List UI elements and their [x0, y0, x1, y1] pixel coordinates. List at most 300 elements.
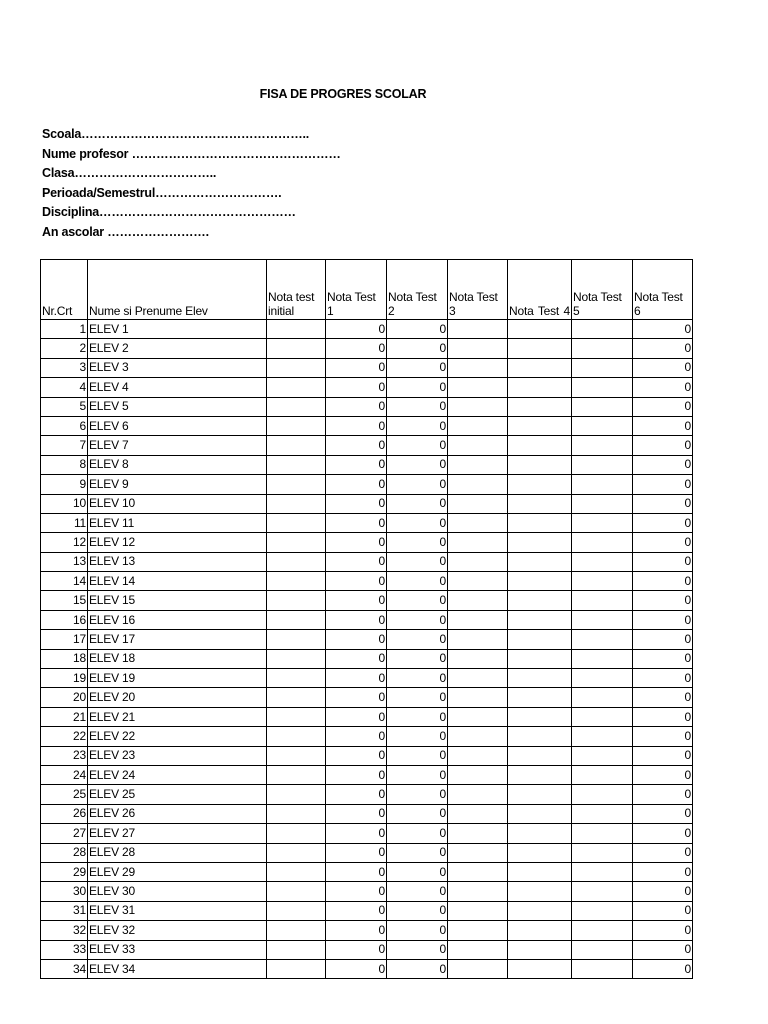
- cell-test-6: 0: [633, 591, 693, 610]
- cell-test-1: 0: [326, 513, 387, 532]
- cell-test-3: [448, 513, 508, 532]
- cell-test-3: [448, 475, 508, 494]
- cell-test-2: 0: [387, 475, 448, 494]
- cell-test-1: 0: [326, 707, 387, 726]
- cell-initial-test: [267, 940, 326, 959]
- cell-test-2: 0: [387, 397, 448, 416]
- cell-test-3: [448, 378, 508, 397]
- cell-test-4: [508, 688, 572, 707]
- info-line-period: Perioada/Semestrul………………………….: [42, 185, 282, 200]
- cell-test-3: [448, 436, 508, 455]
- cell-test-4: [508, 959, 572, 978]
- cell-test-6: 0: [633, 862, 693, 881]
- cell-test-6: 0: [633, 921, 693, 940]
- cell-test-2: 0: [387, 804, 448, 823]
- cell-student-name: ELEV 34: [88, 959, 267, 978]
- header-test-1: Nota Test 1: [326, 260, 387, 320]
- cell-student-name: ELEV 29: [88, 862, 267, 881]
- cell-test-5: [572, 669, 633, 688]
- cell-student-name: ELEV 10: [88, 494, 267, 513]
- info-line-class: Clasa……………………………..: [42, 166, 217, 180]
- cell-nr-crt: 17: [41, 630, 88, 649]
- cell-test-6: 0: [633, 765, 693, 784]
- info-line-school: Scoala………………………………………………..: [42, 127, 310, 141]
- cell-nr-crt: 29: [41, 862, 88, 881]
- cell-nr-crt: 24: [41, 765, 88, 784]
- cell-test-4: [508, 436, 572, 455]
- cell-nr-crt: 12: [41, 533, 88, 552]
- cell-nr-crt: 2: [41, 339, 88, 358]
- cell-test-3: [448, 649, 508, 668]
- cell-test-2: 0: [387, 746, 448, 765]
- cell-test-1: 0: [326, 475, 387, 494]
- cell-test-1: 0: [326, 533, 387, 552]
- cell-test-4: [508, 649, 572, 668]
- cell-test-4: [508, 707, 572, 726]
- cell-student-name: ELEV 5: [88, 397, 267, 416]
- cell-test-2: 0: [387, 669, 448, 688]
- cell-student-name: ELEV 31: [88, 901, 267, 920]
- header-test-6: Nota Test 6: [633, 260, 693, 320]
- table-row: [41, 959, 693, 978]
- table-row: [41, 707, 693, 726]
- cell-test-3: [448, 727, 508, 746]
- cell-test-5: [572, 746, 633, 765]
- cell-initial-test: [267, 475, 326, 494]
- cell-test-5: [572, 475, 633, 494]
- table-row: [41, 397, 693, 416]
- cell-test-6: 0: [633, 630, 693, 649]
- cell-test-2: 0: [387, 455, 448, 474]
- cell-test-3: [448, 785, 508, 804]
- cell-nr-crt: 7: [41, 436, 88, 455]
- cell-student-name: ELEV 23: [88, 746, 267, 765]
- cell-test-1: 0: [326, 785, 387, 804]
- header-initial-test: Nota test initial: [267, 260, 326, 320]
- cell-student-name: ELEV 11: [88, 513, 267, 532]
- cell-test-2: 0: [387, 901, 448, 920]
- table-row: [41, 552, 693, 571]
- cell-test-2: 0: [387, 785, 448, 804]
- cell-initial-test: [267, 436, 326, 455]
- cell-student-name: ELEV 9: [88, 475, 267, 494]
- cell-student-name: ELEV 24: [88, 765, 267, 784]
- header-student-name: Nume si Prenume Elev: [88, 260, 267, 320]
- cell-test-1: 0: [326, 436, 387, 455]
- cell-test-4: [508, 455, 572, 474]
- cell-test-2: 0: [387, 339, 448, 358]
- cell-test-3: [448, 746, 508, 765]
- cell-test-4: [508, 358, 572, 377]
- table-header-row: [41, 260, 693, 320]
- cell-initial-test: [267, 727, 326, 746]
- table-row: [41, 630, 693, 649]
- cell-nr-crt: 14: [41, 572, 88, 591]
- cell-nr-crt: 22: [41, 727, 88, 746]
- cell-student-name: ELEV 6: [88, 416, 267, 435]
- cell-nr-crt: 34: [41, 959, 88, 978]
- table-row: [41, 572, 693, 591]
- table-row: [41, 669, 693, 688]
- table-row: [41, 610, 693, 629]
- cell-initial-test: [267, 785, 326, 804]
- table-row: [41, 339, 693, 358]
- table-row: [41, 688, 693, 707]
- cell-test-3: [448, 688, 508, 707]
- cell-test-1: 0: [326, 610, 387, 629]
- cell-student-name: ELEV 28: [88, 843, 267, 862]
- cell-test-1: 0: [326, 940, 387, 959]
- table-row: [41, 843, 693, 862]
- table-row: [41, 824, 693, 843]
- cell-test-1: 0: [326, 378, 387, 397]
- table-row: [41, 940, 693, 959]
- cell-test-6: 0: [633, 533, 693, 552]
- cell-test-6: 0: [633, 843, 693, 862]
- cell-test-6: 0: [633, 959, 693, 978]
- cell-test-6: 0: [633, 610, 693, 629]
- cell-test-3: [448, 416, 508, 435]
- cell-nr-crt: 18: [41, 649, 88, 668]
- cell-test-2: 0: [387, 843, 448, 862]
- cell-nr-crt: 1: [41, 320, 88, 339]
- cell-initial-test: [267, 552, 326, 571]
- cell-test-5: [572, 513, 633, 532]
- cell-test-4: [508, 552, 572, 571]
- cell-test-1: 0: [326, 921, 387, 940]
- table-row: [41, 320, 693, 339]
- cell-test-2: 0: [387, 940, 448, 959]
- cell-initial-test: [267, 921, 326, 940]
- cell-test-4: [508, 824, 572, 843]
- table-row: [41, 785, 693, 804]
- cell-initial-test: [267, 378, 326, 397]
- cell-nr-crt: 11: [41, 513, 88, 532]
- cell-student-name: ELEV 12: [88, 533, 267, 552]
- cell-test-4: [508, 475, 572, 494]
- cell-test-5: [572, 959, 633, 978]
- info-block: [42, 125, 341, 242]
- cell-test-6: 0: [633, 339, 693, 358]
- cell-nr-crt: 21: [41, 707, 88, 726]
- cell-test-3: [448, 959, 508, 978]
- cell-test-6: 0: [633, 727, 693, 746]
- cell-nr-crt: 33: [41, 940, 88, 959]
- table-row: [41, 765, 693, 784]
- cell-initial-test: [267, 455, 326, 474]
- cell-nr-crt: 16: [41, 610, 88, 629]
- cell-initial-test: [267, 649, 326, 668]
- cell-test-3: [448, 824, 508, 843]
- cell-test-5: [572, 824, 633, 843]
- cell-test-4: [508, 630, 572, 649]
- cell-test-4: [508, 572, 572, 591]
- cell-test-4: [508, 746, 572, 765]
- cell-initial-test: [267, 358, 326, 377]
- cell-test-2: 0: [387, 358, 448, 377]
- cell-test-3: [448, 339, 508, 358]
- cell-test-5: [572, 339, 633, 358]
- cell-nr-crt: 4: [41, 378, 88, 397]
- cell-test-3: [448, 397, 508, 416]
- cell-initial-test: [267, 669, 326, 688]
- cell-test-2: 0: [387, 572, 448, 591]
- cell-test-1: 0: [326, 804, 387, 823]
- cell-test-6: 0: [633, 901, 693, 920]
- cell-test-1: 0: [326, 320, 387, 339]
- cell-nr-crt: 8: [41, 455, 88, 474]
- cell-test-1: 0: [326, 959, 387, 978]
- cell-test-6: 0: [633, 746, 693, 765]
- cell-test-5: [572, 804, 633, 823]
- cell-test-1: 0: [326, 843, 387, 862]
- cell-test-6: 0: [633, 707, 693, 726]
- cell-initial-test: [267, 824, 326, 843]
- table-row: [41, 649, 693, 668]
- cell-initial-test: [267, 339, 326, 358]
- cell-test-1: 0: [326, 494, 387, 513]
- cell-initial-test: [267, 533, 326, 552]
- cell-test-5: [572, 591, 633, 610]
- cell-test-1: 0: [326, 358, 387, 377]
- cell-test-3: [448, 533, 508, 552]
- cell-test-5: [572, 785, 633, 804]
- cell-test-1: 0: [326, 688, 387, 707]
- table-row: [41, 862, 693, 881]
- cell-test-4: [508, 339, 572, 358]
- cell-initial-test: [267, 397, 326, 416]
- cell-nr-crt: 32: [41, 921, 88, 940]
- cell-test-6: 0: [633, 475, 693, 494]
- cell-test-4: [508, 862, 572, 881]
- cell-test-4: [508, 882, 572, 901]
- cell-test-2: 0: [387, 707, 448, 726]
- cell-test-5: [572, 688, 633, 707]
- cell-test-2: 0: [387, 552, 448, 571]
- cell-test-6: 0: [633, 455, 693, 474]
- cell-test-3: [448, 921, 508, 940]
- cell-student-name: ELEV 33: [88, 940, 267, 959]
- cell-nr-crt: 6: [41, 416, 88, 435]
- cell-test-5: [572, 882, 633, 901]
- cell-test-1: 0: [326, 765, 387, 784]
- cell-test-3: [448, 862, 508, 881]
- cell-test-5: [572, 552, 633, 571]
- cell-test-5: [572, 358, 633, 377]
- cell-test-6: 0: [633, 882, 693, 901]
- cell-test-3: [448, 572, 508, 591]
- cell-initial-test: [267, 591, 326, 610]
- cell-test-2: 0: [387, 824, 448, 843]
- cell-test-4: [508, 591, 572, 610]
- cell-test-5: [572, 921, 633, 940]
- cell-test-5: [572, 843, 633, 862]
- cell-initial-test: [267, 843, 326, 862]
- cell-student-name: ELEV 2: [88, 339, 267, 358]
- cell-test-2: 0: [387, 320, 448, 339]
- cell-initial-test: [267, 610, 326, 629]
- cell-test-1: 0: [326, 397, 387, 416]
- table-row: [41, 378, 693, 397]
- cell-initial-test: [267, 630, 326, 649]
- cell-test-3: [448, 707, 508, 726]
- cell-test-4: [508, 416, 572, 435]
- table-row: [41, 727, 693, 746]
- header-test-4: Nota Test 4: [508, 260, 572, 320]
- table-row: [41, 882, 693, 901]
- grades-table: [40, 259, 693, 979]
- cell-test-3: [448, 940, 508, 959]
- cell-test-3: [448, 455, 508, 474]
- cell-test-3: [448, 320, 508, 339]
- header-test-3: Nota Test 3: [448, 260, 508, 320]
- cell-initial-test: [267, 320, 326, 339]
- cell-test-6: 0: [633, 320, 693, 339]
- cell-test-4: [508, 785, 572, 804]
- cell-test-1: 0: [326, 416, 387, 435]
- cell-nr-crt: 15: [41, 591, 88, 610]
- cell-nr-crt: 28: [41, 843, 88, 862]
- cell-nr-crt: 20: [41, 688, 88, 707]
- cell-test-5: [572, 455, 633, 474]
- cell-student-name: ELEV 32: [88, 921, 267, 940]
- cell-test-3: [448, 494, 508, 513]
- cell-initial-test: [267, 882, 326, 901]
- cell-test-5: [572, 416, 633, 435]
- cell-test-1: 0: [326, 746, 387, 765]
- cell-test-6: 0: [633, 785, 693, 804]
- cell-test-1: 0: [326, 669, 387, 688]
- cell-student-name: ELEV 21: [88, 707, 267, 726]
- cell-test-4: [508, 320, 572, 339]
- cell-student-name: ELEV 26: [88, 804, 267, 823]
- cell-test-4: [508, 533, 572, 552]
- cell-test-3: [448, 804, 508, 823]
- table-row: [41, 921, 693, 940]
- cell-initial-test: [267, 804, 326, 823]
- cell-test-5: [572, 436, 633, 455]
- cell-test-1: 0: [326, 727, 387, 746]
- cell-test-2: 0: [387, 765, 448, 784]
- cell-test-6: 0: [633, 397, 693, 416]
- cell-test-4: [508, 610, 572, 629]
- cell-test-1: 0: [326, 339, 387, 358]
- info-line-teacher: Nume profesor ……………………………………………: [42, 146, 341, 161]
- cell-test-1: 0: [326, 630, 387, 649]
- cell-test-6: 0: [633, 552, 693, 571]
- cell-test-6: 0: [633, 940, 693, 959]
- cell-test-3: [448, 610, 508, 629]
- header-test-2: Nota Test 2: [387, 260, 448, 320]
- cell-test-2: 0: [387, 882, 448, 901]
- cell-initial-test: [267, 416, 326, 435]
- cell-test-4: [508, 843, 572, 862]
- cell-nr-crt: 30: [41, 882, 88, 901]
- cell-nr-crt: 23: [41, 746, 88, 765]
- cell-test-5: [572, 901, 633, 920]
- cell-initial-test: [267, 494, 326, 513]
- cell-test-4: [508, 727, 572, 746]
- cell-test-1: 0: [326, 552, 387, 571]
- cell-test-4: [508, 513, 572, 532]
- cell-test-6: 0: [633, 572, 693, 591]
- cell-test-6: 0: [633, 378, 693, 397]
- cell-initial-test: [267, 901, 326, 920]
- cell-test-3: [448, 901, 508, 920]
- cell-test-1: 0: [326, 882, 387, 901]
- cell-initial-test: [267, 707, 326, 726]
- header-test-5: Nota Test 5: [572, 260, 633, 320]
- cell-student-name: ELEV 14: [88, 572, 267, 591]
- cell-test-5: [572, 320, 633, 339]
- cell-test-5: [572, 630, 633, 649]
- cell-test-5: [572, 940, 633, 959]
- cell-test-6: 0: [633, 824, 693, 843]
- cell-initial-test: [267, 959, 326, 978]
- cell-initial-test: [267, 513, 326, 532]
- cell-test-3: [448, 882, 508, 901]
- cell-test-4: [508, 494, 572, 513]
- table-row: [41, 513, 693, 532]
- cell-student-name: ELEV 1: [88, 320, 267, 339]
- cell-test-6: 0: [633, 494, 693, 513]
- cell-test-3: [448, 591, 508, 610]
- cell-test-5: [572, 378, 633, 397]
- cell-initial-test: [267, 572, 326, 591]
- cell-student-name: ELEV 19: [88, 669, 267, 688]
- table-row: [41, 436, 693, 455]
- cell-nr-crt: 31: [41, 901, 88, 920]
- cell-initial-test: [267, 765, 326, 784]
- table-row: [41, 804, 693, 823]
- cell-test-3: [448, 552, 508, 571]
- cell-test-2: 0: [387, 513, 448, 532]
- cell-test-5: [572, 862, 633, 881]
- table-row: [41, 494, 693, 513]
- cell-student-name: ELEV 7: [88, 436, 267, 455]
- cell-test-4: [508, 901, 572, 920]
- cell-test-2: 0: [387, 727, 448, 746]
- cell-nr-crt: 13: [41, 552, 88, 571]
- cell-student-name: ELEV 25: [88, 785, 267, 804]
- cell-student-name: ELEV 27: [88, 824, 267, 843]
- cell-nr-crt: 5: [41, 397, 88, 416]
- cell-test-2: 0: [387, 378, 448, 397]
- cell-test-2: 0: [387, 688, 448, 707]
- cell-test-4: [508, 921, 572, 940]
- table-row: [41, 358, 693, 377]
- table-row: [41, 475, 693, 494]
- cell-student-name: ELEV 22: [88, 727, 267, 746]
- cell-test-1: 0: [326, 649, 387, 668]
- cell-test-6: 0: [633, 436, 693, 455]
- document-title: FISA DE PROGRES SCOLAR: [259, 87, 427, 101]
- cell-test-3: [448, 358, 508, 377]
- cell-test-4: [508, 378, 572, 397]
- cell-test-5: [572, 610, 633, 629]
- cell-nr-crt: 25: [41, 785, 88, 804]
- cell-initial-test: [267, 688, 326, 707]
- table-row: [41, 455, 693, 474]
- cell-student-name: ELEV 20: [88, 688, 267, 707]
- cell-test-2: 0: [387, 630, 448, 649]
- cell-nr-crt: 27: [41, 824, 88, 843]
- cell-student-name: ELEV 8: [88, 455, 267, 474]
- header-nr-crt: Nr.Crt: [41, 260, 88, 320]
- cell-student-name: ELEV 4: [88, 378, 267, 397]
- cell-test-5: [572, 494, 633, 513]
- cell-test-6: 0: [633, 688, 693, 707]
